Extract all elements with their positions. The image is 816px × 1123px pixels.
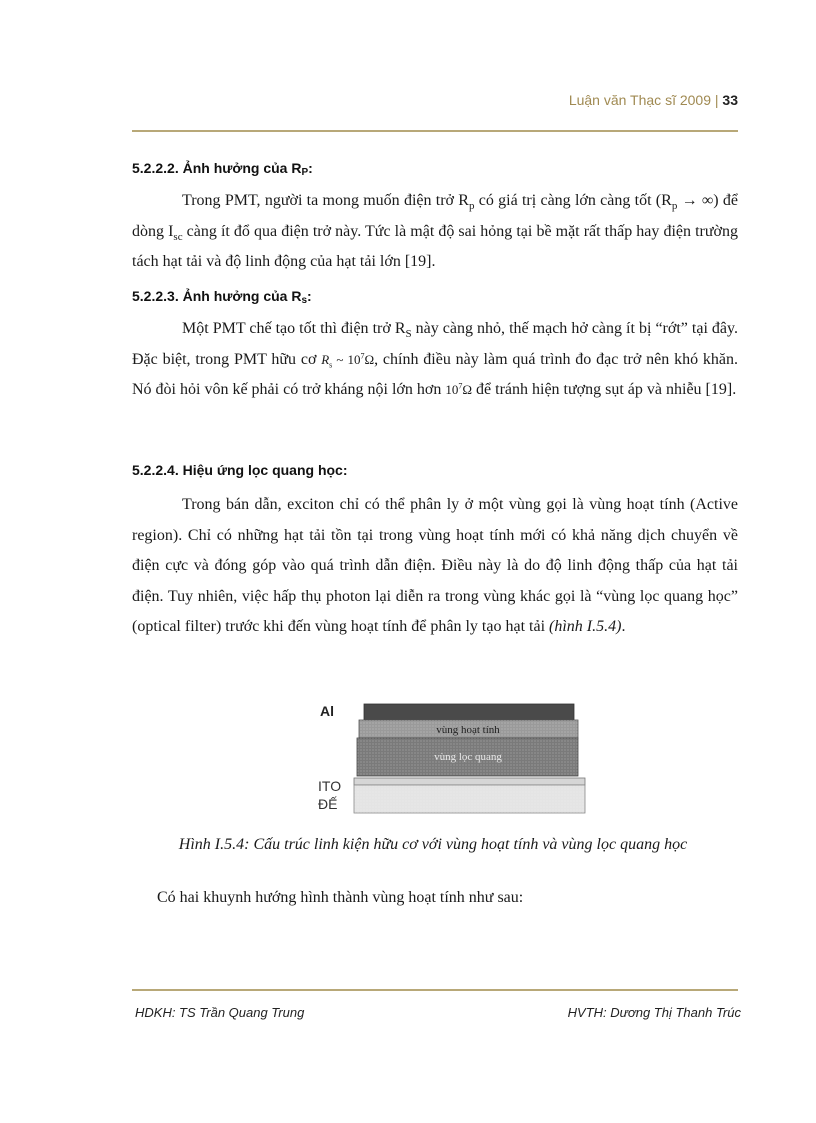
footer-rule: [132, 989, 738, 991]
layer-al: [364, 704, 574, 720]
paragraph-rp: Trong PMT, người ta mong muốn điện trở $R_p$ có giá trị càng lớn càng tốt ($R_p$ → ∞) để dòng $I_{sc}$ càng ít đổ qua điện trở này. Tức là mật độ sai hỏng tại bề mặt rất thấp hay điện trường tách hạt tải và độ linh động của hạt tải lớn [19].: [132, 192, 739, 270]
section-heading-optical-filter: 5.2.2.4. Hiệu ứng lọc quang học:: [132, 462, 348, 478]
closing-sentence: Có hai khuynh hướng hình thành vùng hoạt tính như sau:: [157, 889, 524, 906]
layer-filter-label: vùng lọc quang: [434, 751, 502, 763]
label-ito: ITO: [318, 778, 342, 794]
header-rule: [132, 130, 738, 132]
page-header: [0, 92, 738, 108]
figure-caption: Hình I.5.4: Cấu trúc linh kiện hữu cơ với vùng hoạt tính và vùng lọc quang học: [178, 836, 688, 853]
figure-reference: (hình I.5.4): [549, 618, 622, 635]
header-separator: |: [711, 92, 723, 108]
paragraph-optical-filter: Trong bán dẫn, exciton chỉ có thể phân ly ở một vùng gọi là vùng hoạt tính (Active region). Chỉ có những hạt tải tồn tại trong vùng hoạt tính mới có khả năng dịch chuyển về điện cực và đóng góp vào quá trình dẫn điện. Điều này là do độ linh động thấp của hạt tải điện. Tuy nhiên, việc hấp thụ photon lại diễn ra trong vùng khác gọi là “vùng lọc quang học” (optical filter) trước khi đến vùng hoạt tính để phân ly tạo hạt tải (hình I.5.4).: [132, 496, 738, 635]
section-heading-rp: 5.2.2.2. Ảnh hưởng của $R_P$:: [132, 160, 313, 178]
header-title: Luận văn Thạc sĩ 2009: [568, 92, 711, 108]
paragraph-rs: Một PMT chế tạo tốt thì điện trở $R_S$ này càng nhỏ, thế mạch hở càng ít bị “rớt” tại đây. Đặc biệt, trong PMT hữu cơ $R_s$ ~ $10^7\Omega$, chính điều này làm quá trình đo đạc trở nên khó khăn. Nó đòi hỏi vôn kế phải có trở kháng nội lớn hơn $10^7\Omega$ để tránh hiện tượng sụt áp và nhiễu [19].: [132, 320, 738, 398]
formula-rs: $R_s$ ~ $10^7\Omega$: [321, 351, 375, 370]
footer-student: HVTH: Dương Thị Thanh Trúc: [567, 1005, 741, 1020]
label-al: Al: [320, 703, 334, 719]
layer-ito: [354, 778, 585, 785]
section-heading-rs: 5.2.2.3. Ảnh hưởng của $R_s$:: [132, 288, 312, 306]
formula-threshold: $10^7\Omega$: [445, 381, 473, 397]
device-structure-figure: [300, 698, 600, 818]
footer-advisor: HDKH: TS Trần Quang Trung: [135, 1005, 305, 1020]
page-number: 33: [722, 92, 738, 108]
label-substrate: ĐẾ: [318, 796, 338, 812]
layer-active-label: vùng hoạt tính: [436, 724, 500, 736]
